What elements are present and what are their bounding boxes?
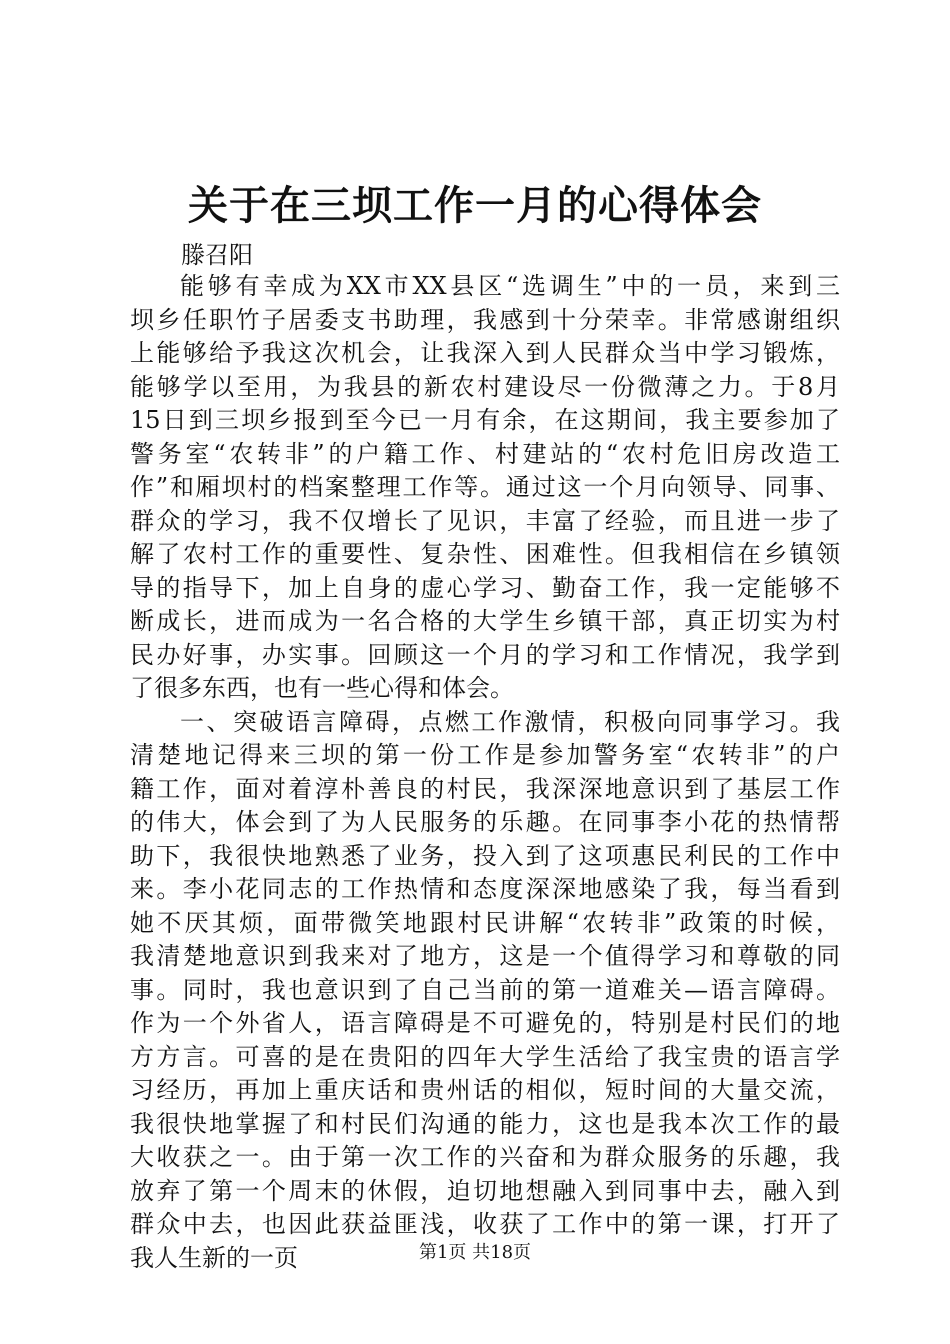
document-body	[130, 270, 840, 1275]
paragraph-line: 放弃了第一个周末的休假，迫切地想融入到同事中去，融入到	[130, 1176, 840, 1205]
document-title: 关于在三坝工作一月的心得体会	[188, 182, 762, 229]
paragraph-line: 大收获之一。由于第一次工作的兴奋和为群众服务的乐趣，我	[130, 1143, 840, 1171]
paragraph-line: 的伟大，体会到了为人民服务的乐趣。在同事李小花的热情帮	[130, 808, 840, 836]
paragraph-line: 来。李小花同志的工作热情和态度深深地感染了我，每当看到	[130, 875, 840, 903]
paragraph-line: 事。同时，我也意识到了自己当前的第一道难关—语言障碍。	[130, 975, 840, 1004]
paragraph-line: 一、突破语言障碍，点燃工作激情，积极向同事学习。我	[180, 707, 840, 736]
paragraph-line: 解了农村工作的重要性、复杂性、困难性。但我相信在乡镇领	[130, 540, 840, 568]
paragraph-line: 能够学以至用，为我县的新农村建设尽一份微薄之力。于8月	[130, 372, 840, 401]
paragraph-line: 清楚地记得来三坝的第一份工作是参加警务室“农转非”的户	[130, 741, 840, 769]
paragraph-line: 方方言。可喜的是在贵阳的四年大学生活给了我宝贵的语言学	[130, 1042, 840, 1071]
paragraph-line: 导的指导下，加上自身的虚心学习、勤奋工作，我一定能够不	[130, 573, 840, 602]
paragraph-line: 15日到三坝乡报到至今已一月有余，在这期间，我主要参加了	[130, 406, 840, 434]
document-author: 滕召阳	[181, 241, 253, 269]
paragraph-line: 作”和厢坝村的档案整理工作等。通过这一个月向领导、同事、	[130, 473, 840, 501]
paragraph-line: 群众中去，也因此获益匪浅，收获了工作中的第一课，打开了	[130, 1210, 840, 1238]
paragraph-line: 我清楚地意识到我来对了地方，这是一个值得学习和尊敬的同	[130, 942, 840, 970]
paragraph-line: 民办好事，办实事。回顾这一个月的学习和工作情况，我学到	[130, 640, 840, 669]
paragraph-line: 了很多东西，也有一些心得和体会。	[130, 674, 514, 702]
paragraph-line: 她不厌其烦，面带微笑地跟村民讲解“农转非”政策的时候，	[130, 908, 840, 937]
paragraph-line: 警务室“农转非”的户籍工作、村建站的“农村危旧房改造工	[130, 439, 840, 468]
page-number: 第1页 共18页	[418, 1242, 532, 1263]
paragraph-line: 习经历，再加上重庆话和贵州话的相似，短时间的大量交流，	[130, 1076, 840, 1104]
paragraph-line: 籍工作，面对着淳朴善良的村民，我深深地意识到了基层工作	[130, 774, 840, 803]
paragraph-line: 坝乡任职竹子居委支书助理，我感到十分荣幸。非常感谢组织	[130, 305, 840, 334]
paragraph-line: 我很快地掌握了和村民们沟通的能力，这也是我本次工作的最	[130, 1109, 840, 1138]
paragraph-1	[130, 270, 840, 706]
paragraph-line: 能够有幸成为XX市XX县区“选调生”中的一员，来到三	[180, 272, 840, 300]
paragraph-line: 助下，我很快地熟悉了业务，投入到了这项惠民利民的工作中	[130, 841, 840, 870]
paragraph-line: 上能够给予我这次机会，让我深入到人民群众当中学习锻炼，	[130, 339, 840, 367]
paragraph-line: 群众的学习，我不仅增长了见识，丰富了经验，而且进一步了	[130, 506, 840, 535]
paragraph-line: 作为一个外省人，语言障碍是不可避免的，特别是村民们的地	[130, 1009, 840, 1037]
paragraph-line: 断成长，进而成为一名合格的大学生乡镇干部，真正切实为村	[130, 607, 840, 635]
paragraph-2	[130, 706, 840, 1276]
paragraph-line: 我人生新的一页	[130, 1243, 298, 1272]
